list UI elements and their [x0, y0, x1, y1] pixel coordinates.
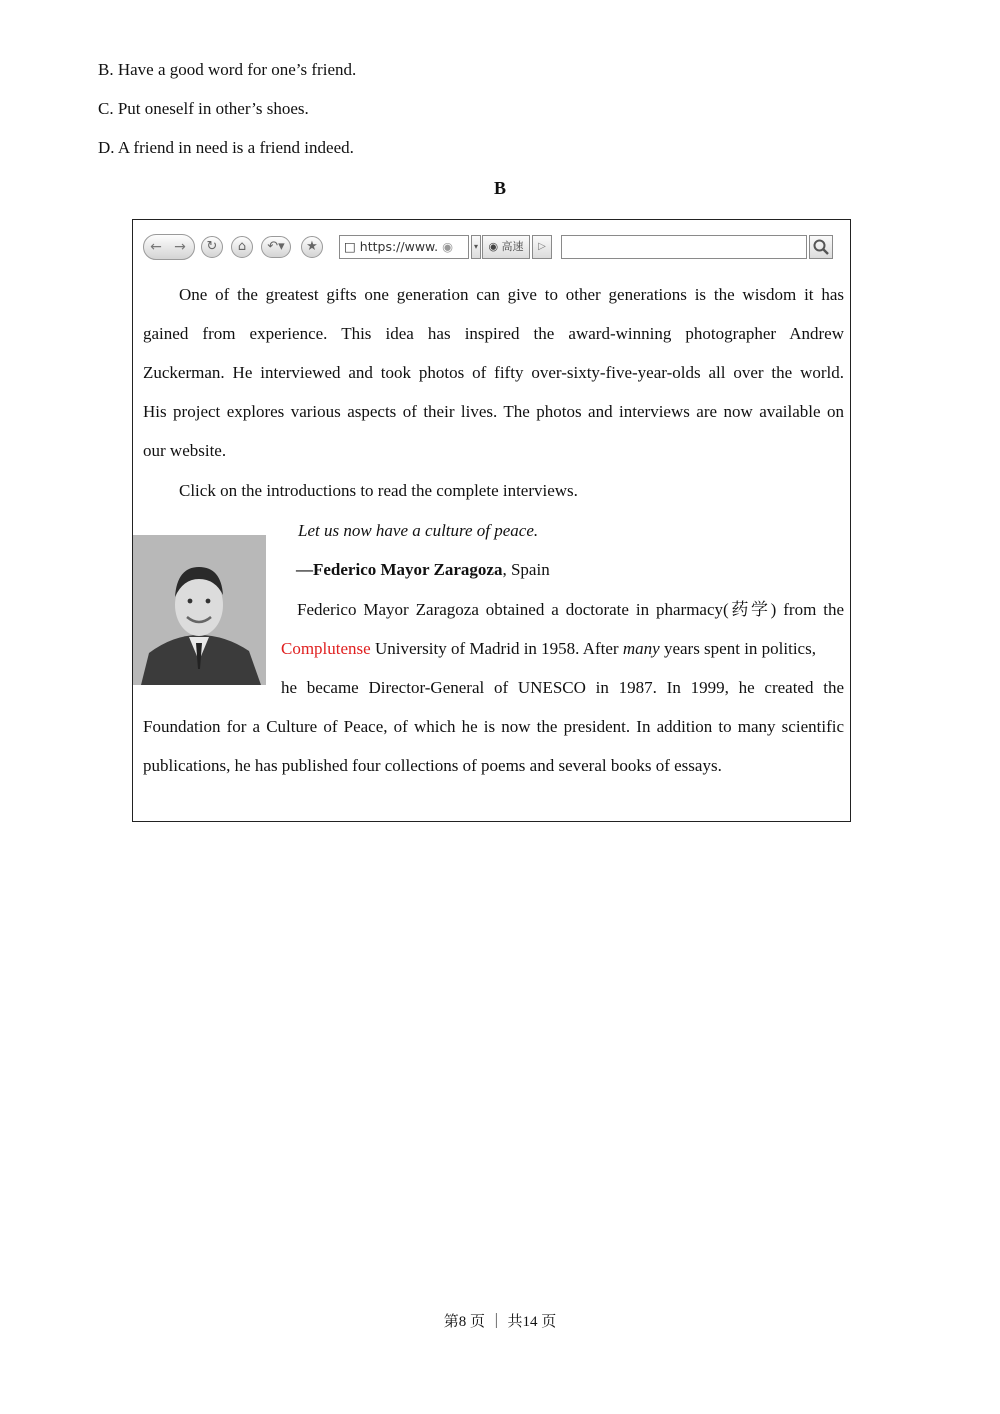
- forward-arrow-icon[interactable]: →: [174, 239, 186, 255]
- author-line: [296, 560, 550, 580]
- search-input[interactable]: [561, 235, 807, 259]
- option-c: C. Put oneself in other’s shoes.: [98, 99, 309, 118]
- article-line: One of the greatest gifts one generation can give to other generations is the wisdom it has: [179, 285, 844, 304]
- bio-line: [281, 639, 816, 659]
- bio-text: years spent in politics,: [659, 639, 816, 658]
- security-icon: ◉: [442, 239, 454, 254]
- article-line: His project explores various aspects of their lives. The photos and interviews are now available on: [143, 402, 844, 421]
- option-d: D. A friend in need is a friend indeed.: [98, 138, 354, 157]
- speed-label: 高速: [501, 240, 524, 253]
- undo-icon[interactable]: ↶▾: [261, 236, 291, 258]
- option-b: B. Have a good word for one’s friend.: [98, 60, 357, 79]
- author-name: Federico Mayor Zaragoza: [313, 560, 503, 579]
- go-icon[interactable]: ▷: [532, 235, 552, 259]
- bio-emphasis: many: [622, 639, 660, 658]
- browser-screenshot-frame: [132, 219, 851, 822]
- quote: Let us now have a culture of peace.: [298, 521, 539, 540]
- page-footer: 第8 页 ｜ 共14 页: [443, 1314, 557, 1330]
- address-bar[interactable]: [339, 235, 469, 259]
- bio-line: Foundation for a Culture of Peace, of which he is now the president. In addition to many scientific: [143, 717, 844, 736]
- refresh-icon[interactable]: ↻: [201, 236, 223, 258]
- article-line: Zuckerman. He interviewed and took photos of fifty over-sixty-five-year-olds all over the world.: [143, 363, 844, 382]
- url-text: https://www.: [359, 239, 439, 254]
- back-forward-buttons[interactable]: [143, 234, 195, 260]
- bio-line: Federico Mayor Zaragoza obtained a doctorate in pharmacy(药学) from the: [297, 600, 844, 619]
- globe-icon: ◉: [488, 240, 499, 253]
- dropdown-icon[interactable]: ▾: [471, 235, 481, 259]
- search-icon: [810, 236, 832, 258]
- favorite-star-icon[interactable]: ★: [301, 236, 323, 258]
- article-line: our website.: [143, 441, 227, 460]
- home-icon[interactable]: ⌂: [231, 236, 253, 258]
- back-arrow-icon[interactable]: ←: [150, 239, 162, 255]
- portrait-photo[interactable]: [133, 535, 266, 685]
- portrait-image: [133, 535, 266, 685]
- article-line: gained from experience. This idea has inspired the award-winning photographer Andrew: [143, 324, 844, 343]
- university-name-highlight: Complutense: [281, 639, 371, 658]
- search-button[interactable]: [809, 235, 833, 259]
- page-icon: □: [344, 239, 356, 254]
- section-label: B: [493, 178, 506, 198]
- bio-line: publications, he has published four collections of poems and several books of essays.: [143, 756, 722, 775]
- bio-line: he became Director-General of UNESCO in 1987. In 1999, he created the: [281, 678, 844, 697]
- author-country: , Spain: [502, 560, 550, 579]
- article-instruction: Click on the introductions to read the complete interviews.: [179, 481, 578, 500]
- bio-text: University of Madrid in 1958. After: [370, 639, 623, 658]
- speed-button[interactable]: [482, 235, 530, 259]
- browser-toolbar: [141, 232, 833, 264]
- author-dash: —: [296, 560, 313, 579]
